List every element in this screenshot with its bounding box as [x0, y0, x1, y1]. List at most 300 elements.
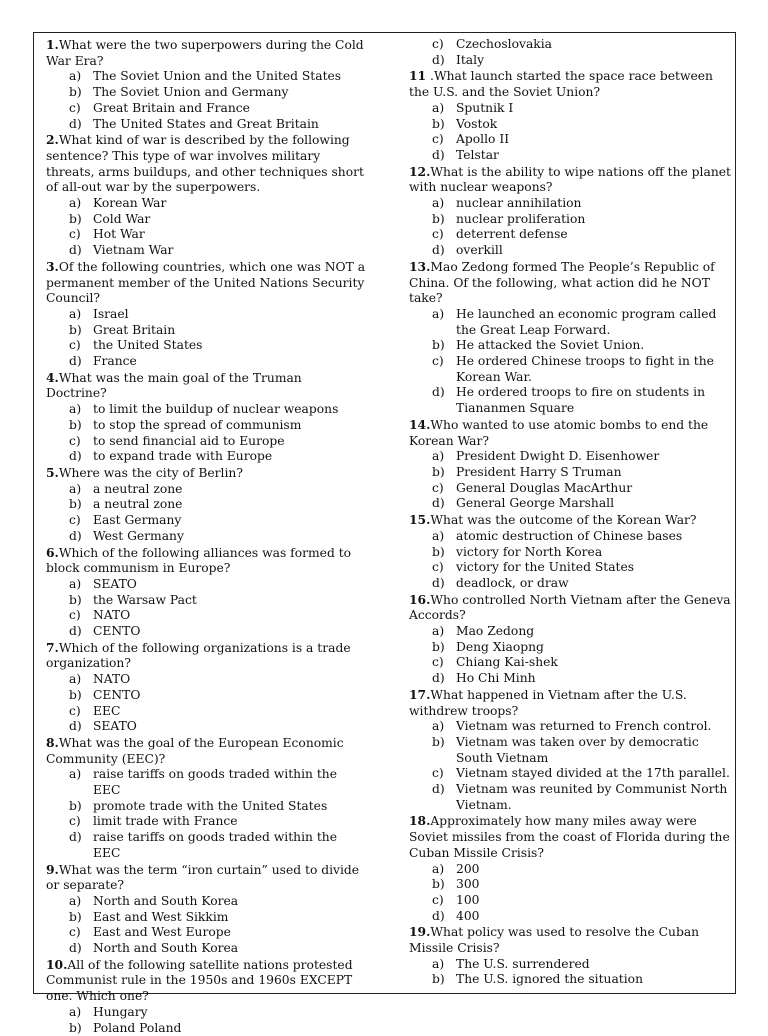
- answer-option: [46, 85, 366, 101]
- answer-options: [46, 767, 366, 861]
- question-prompt: What were the two superpowers during the Cold War Era?: [46, 38, 364, 68]
- answer-option: [46, 767, 366, 798]
- question-block: [46, 465, 366, 545]
- answer-option: [409, 243, 731, 259]
- option-text: The U.S. surrendered: [456, 956, 590, 971]
- answer-option: [46, 688, 366, 704]
- option-text: CENTO: [93, 687, 141, 702]
- answer-options: [46, 69, 366, 132]
- question-prompt: What was the term “iron curtain” used to divide or separate?: [46, 862, 360, 893]
- question-text: [46, 465, 366, 482]
- option-text: victory for the United States: [456, 560, 635, 575]
- option-text: Chiang Kai-shek: [456, 655, 558, 670]
- option-text: He attacked the Soviet Union.: [456, 338, 645, 353]
- answer-option: [46, 323, 366, 339]
- option-text: The Soviet Union and Germany: [93, 85, 289, 100]
- option-letter: a): [69, 69, 82, 84]
- option-letter: a): [69, 402, 82, 417]
- answer-option: [46, 719, 366, 735]
- question-text: [409, 259, 731, 307]
- question-text: [46, 259, 366, 307]
- question-number: 2.: [46, 132, 59, 148]
- option-letter: d): [432, 52, 445, 67]
- option-text: CENTO: [93, 624, 141, 639]
- question-number: 12.: [409, 163, 431, 179]
- answer-options: [409, 37, 731, 68]
- option-letter: d): [69, 449, 82, 464]
- answer-option: [46, 69, 366, 85]
- question-prompt: Approximately how many miles away were Soviet missiles from the coast of Florida during the Cuban Missile Crisis?: [409, 814, 730, 860]
- answer-option: [46, 1005, 366, 1021]
- question-number: 15.: [409, 512, 431, 528]
- option-letter: c): [432, 560, 444, 575]
- option-text: The U.S. ignored the situation: [456, 972, 643, 987]
- answer-options: [409, 196, 731, 259]
- answer-option: [409, 560, 731, 576]
- question-block: [46, 735, 366, 862]
- question-block: [409, 813, 731, 924]
- question-block: [46, 370, 366, 465]
- option-letter: d): [432, 908, 445, 923]
- answer-options: [409, 307, 731, 417]
- question-block: [46, 259, 366, 370]
- answer-options: [46, 307, 366, 370]
- option-letter: d): [432, 671, 445, 686]
- question-text: [46, 640, 366, 672]
- option-text: Hot War: [93, 227, 145, 242]
- option-text: Sputnik I: [456, 100, 514, 115]
- option-text: President Dwight D. Eisenhower: [456, 449, 660, 464]
- question-text: [46, 132, 366, 196]
- option-letter: d): [69, 624, 82, 639]
- option-text: a neutral zone: [93, 497, 183, 512]
- option-letter: b): [432, 734, 445, 749]
- question-prompt: Which of the following alliances was formed to block communism in Europe?: [46, 545, 352, 576]
- option-letter: a): [432, 719, 445, 734]
- option-text: to send financial aid to Europe: [93, 433, 285, 448]
- option-text: promote trade with the United States: [93, 798, 328, 813]
- option-text: He launched an economic program called the Great Leap Forward.: [456, 306, 717, 337]
- option-letter: c): [432, 766, 444, 781]
- option-letter: a): [69, 481, 82, 496]
- option-letter: d): [69, 830, 82, 845]
- answer-option: [46, 593, 366, 609]
- option-text: a neutral zone: [93, 481, 183, 496]
- answer-option: [46, 513, 366, 529]
- question-number: 11: [409, 68, 427, 84]
- option-letter: a): [69, 672, 82, 687]
- answer-option: [409, 671, 731, 687]
- answer-option: [46, 608, 366, 624]
- answer-option: [409, 117, 731, 133]
- answer-option: [409, 53, 731, 69]
- answer-option: [409, 385, 731, 416]
- answer-option: [46, 307, 366, 323]
- question-text: [46, 545, 366, 577]
- answer-option: [46, 894, 366, 910]
- option-text: West Germany: [93, 528, 184, 543]
- answer-option: [409, 307, 731, 338]
- question-prompt: What happened in Vietnam after the U.S. withdrew troops?: [409, 687, 687, 718]
- answer-options: [409, 624, 731, 687]
- answer-option: [409, 862, 731, 878]
- option-letter: d): [69, 941, 82, 956]
- question-block: [46, 545, 366, 640]
- question-block: [46, 132, 366, 259]
- question-block: [409, 417, 731, 512]
- question-number: 3.: [46, 258, 59, 274]
- question-block: [46, 37, 366, 132]
- option-text: North and South Korea: [93, 941, 239, 956]
- question-number: 16.: [409, 591, 431, 607]
- answer-option: [46, 196, 366, 212]
- question-block: [46, 957, 366, 1036]
- option-letter: b): [432, 639, 445, 654]
- answer-option: [409, 735, 731, 766]
- option-letter: a): [69, 196, 82, 211]
- question-prompt: Who controlled North Vietnam after the Geneva Accords?: [409, 592, 731, 623]
- option-text: France: [93, 354, 137, 369]
- option-letter: b): [69, 85, 82, 100]
- option-letter: a): [69, 767, 82, 782]
- option-letter: d): [69, 243, 82, 258]
- option-letter: a): [432, 196, 445, 211]
- option-text: He ordered Chinese troops to fight in the Korean War.: [456, 354, 714, 384]
- question-block: [409, 687, 731, 814]
- answer-option: [409, 354, 731, 385]
- option-letter: b): [432, 972, 445, 987]
- question-block: [46, 640, 366, 735]
- question-block: [409, 164, 731, 259]
- option-letter: c): [69, 433, 81, 448]
- answer-option: [409, 338, 731, 354]
- question-number: 8.: [46, 734, 59, 750]
- option-letter: a): [69, 1004, 82, 1019]
- option-letter: a): [69, 576, 82, 591]
- answer-option: [409, 957, 731, 973]
- answer-option: [46, 482, 366, 498]
- answer-option: [46, 497, 366, 513]
- option-text: Telstar: [456, 147, 499, 162]
- option-text: North and South Korea: [93, 893, 239, 908]
- answer-option: [409, 972, 731, 988]
- answer-option: [46, 624, 366, 640]
- answer-options: [46, 402, 366, 465]
- option-text: Czechoslovakia: [456, 37, 553, 51]
- option-letter: b): [432, 544, 445, 559]
- option-letter: c): [69, 925, 81, 940]
- answer-option: [46, 101, 366, 117]
- answer-options: [46, 482, 366, 545]
- question-block: [46, 862, 366, 957]
- question-prompt: What was the outcome of the Korean War?: [430, 513, 697, 528]
- option-text: victory for North Korea: [456, 544, 603, 559]
- question-number: 10.: [46, 956, 68, 972]
- option-text: Cold War: [93, 211, 151, 226]
- option-letter: c): [69, 100, 81, 115]
- question-block: [409, 512, 731, 592]
- question-text: [409, 592, 731, 624]
- answer-option: [46, 354, 366, 370]
- option-letter: b): [432, 211, 445, 226]
- option-text: President Harry S Truman: [456, 464, 622, 479]
- option-text: SEATO: [93, 576, 137, 591]
- option-letter: b): [69, 592, 82, 607]
- answer-option: [409, 529, 731, 545]
- answer-options: [409, 862, 731, 925]
- answer-option: [409, 227, 731, 243]
- answer-options: [409, 101, 731, 164]
- answer-option: [46, 910, 366, 926]
- option-letter: b): [69, 687, 82, 702]
- answer-option: [409, 782, 731, 813]
- option-letter: b): [69, 211, 82, 226]
- question-text: [409, 813, 731, 861]
- option-letter: a): [432, 306, 445, 321]
- answer-option: [409, 624, 731, 640]
- option-text: EEC: [93, 703, 121, 718]
- question-text: [46, 37, 366, 69]
- option-text: Vietnam was reunited by Communist North Vietnam.: [456, 782, 728, 812]
- answer-option: [46, 1021, 366, 1036]
- option-text: Apollo II: [456, 132, 510, 147]
- option-letter: d): [69, 354, 82, 369]
- option-letter: b): [69, 417, 82, 432]
- question-prompt: Where was the city of Berlin?: [58, 465, 243, 480]
- option-text: Ho Chi Minh: [456, 671, 536, 686]
- question-text: [409, 417, 731, 449]
- question-block: [409, 259, 731, 417]
- option-letter: b): [69, 798, 82, 813]
- answer-option: [409, 877, 731, 893]
- option-letter: c): [69, 703, 81, 718]
- question-prompt: What is the ability to wipe nations off the planet with nuclear weapons?: [409, 164, 731, 195]
- option-letter: b): [69, 497, 82, 512]
- option-letter: a): [432, 528, 445, 543]
- option-letter: a): [432, 449, 445, 464]
- option-letter: a): [432, 100, 445, 115]
- question-number: 19.: [409, 924, 431, 940]
- answer-option: [46, 577, 366, 593]
- option-text: 200: [456, 861, 480, 876]
- answer-option: [46, 434, 366, 450]
- question-number: 4.: [46, 369, 59, 385]
- option-text: deadlock, or draw: [456, 575, 569, 590]
- option-text: Vietnam was taken over by democratic South Vietnam: [456, 734, 699, 765]
- question-text: [46, 370, 366, 402]
- option-letter: c): [69, 608, 81, 623]
- option-text: Vietnam stayed divided at the 17th parallel.: [456, 766, 730, 781]
- answer-option: [409, 196, 731, 212]
- answer-option: [409, 465, 731, 481]
- question-number: 6.: [46, 544, 59, 560]
- option-letter: a): [69, 306, 82, 321]
- answer-option: [46, 402, 366, 418]
- option-text: SEATO: [93, 719, 137, 734]
- option-text: nuclear proliferation: [456, 211, 586, 226]
- right-column: [409, 37, 731, 988]
- answer-option: [46, 704, 366, 720]
- option-text: East Germany: [93, 513, 182, 528]
- option-text: He ordered troops to fire on students in Tiananmen Square: [456, 385, 705, 416]
- option-letter: b): [432, 464, 445, 479]
- option-letter: c): [432, 354, 444, 369]
- option-letter: d): [432, 385, 445, 400]
- option-text: limit trade with France: [93, 814, 238, 829]
- option-letter: a): [69, 893, 82, 908]
- option-text: overkill: [456, 243, 503, 258]
- answer-option: [409, 148, 731, 164]
- option-letter: d): [69, 719, 82, 734]
- question-prompt: Which of the following organizations is a trade organization?: [46, 640, 351, 671]
- answer-option: [409, 37, 731, 53]
- option-letter: c): [432, 655, 444, 670]
- option-letter: c): [432, 37, 444, 51]
- option-text: NATO: [93, 672, 131, 687]
- question-prompt: What policy was used to resolve the Cuban Missile Crisis?: [409, 925, 700, 956]
- option-text: Great Britain: [93, 322, 176, 337]
- question-number: 13.: [409, 258, 431, 274]
- question-prompt: Who wanted to use atomic bombs to end the Korean War?: [409, 417, 709, 448]
- option-letter: a): [432, 956, 445, 971]
- option-text: Great Britain and France: [93, 100, 250, 115]
- option-text: Italy: [456, 52, 485, 67]
- option-letter: c): [69, 338, 81, 353]
- answer-options: [46, 672, 366, 735]
- question-number: 9.: [46, 861, 59, 877]
- question-text: [46, 862, 366, 894]
- option-text: Poland Poland: [93, 1020, 182, 1035]
- answer-option: [409, 132, 731, 148]
- option-text: General Douglas MacArthur: [456, 480, 633, 495]
- option-text: to stop the spread of communism: [93, 417, 302, 432]
- answer-option: [409, 545, 731, 561]
- option-text: raise tariffs on goods traded within the EEC: [93, 767, 337, 798]
- option-letter: b): [432, 877, 445, 892]
- answer-options: [409, 719, 731, 813]
- option-text: Deng Xiaopng: [456, 639, 544, 654]
- question-block: [409, 924, 731, 988]
- option-text: East and West Sikkim: [93, 909, 229, 924]
- question-text: [409, 924, 731, 956]
- option-text: to limit the buildup of nuclear weapons: [93, 402, 339, 417]
- option-text: nuclear annihilation: [456, 196, 582, 211]
- question-prompt: Of the following countries, which one was NOT a permanent member of the United Nations Security Council?: [46, 259, 366, 306]
- answer-options: [46, 577, 366, 640]
- question-block: [409, 592, 731, 687]
- answer-option: [409, 576, 731, 592]
- option-text: Hungary: [93, 1004, 148, 1019]
- question-block: [409, 68, 731, 163]
- question-prompt: What was the goal of the European Economic Community (EEC)?: [46, 735, 344, 766]
- question-number: 17.: [409, 686, 431, 702]
- answer-option: [46, 529, 366, 545]
- answer-option: [46, 672, 366, 688]
- option-letter: c): [69, 227, 81, 242]
- option-text: 300: [456, 877, 480, 892]
- question-number: 7.: [46, 639, 59, 655]
- option-letter: c): [432, 480, 444, 495]
- option-text: 100: [456, 892, 480, 907]
- answer-option: [409, 893, 731, 909]
- option-letter: d): [432, 782, 445, 797]
- option-letter: b): [432, 116, 445, 131]
- answer-option: [409, 212, 731, 228]
- answer-option: [409, 101, 731, 117]
- question-text: [409, 687, 731, 719]
- option-letter: b): [69, 909, 82, 924]
- question-text: [409, 164, 731, 196]
- question-prompt: What kind of war is described by the following sentence? This type of war involves military threats, arms buildups, and other techniques short of all-out war by the superpowers.: [46, 133, 364, 195]
- answer-option: [409, 496, 731, 512]
- answer-option: [409, 909, 731, 925]
- answer-options: [46, 894, 366, 957]
- answer-options: [409, 957, 731, 988]
- option-text: East and West Europe: [93, 925, 231, 940]
- option-text: The United States and Great Britain: [93, 116, 319, 131]
- answer-option: [409, 640, 731, 656]
- option-letter: b): [69, 1020, 82, 1035]
- option-text: to expand trade with Europe: [93, 449, 273, 464]
- option-text: Vietnam War: [93, 243, 174, 258]
- option-letter: d): [432, 147, 445, 162]
- answer-options: [409, 449, 731, 512]
- answer-option: [46, 814, 366, 830]
- option-text: Israel: [93, 306, 129, 321]
- answer-option: [409, 719, 731, 735]
- answer-option: [409, 766, 731, 782]
- option-letter: d): [69, 116, 82, 131]
- option-text: deterrent defense: [456, 227, 568, 242]
- option-letter: d): [69, 528, 82, 543]
- option-letter: d): [432, 496, 445, 511]
- answer-options: [46, 196, 366, 259]
- question-prompt: Mao Zedong formed The People’s Republic of China. Of the following, what action did he NOT take?: [409, 259, 715, 306]
- option-letter: c): [432, 892, 444, 907]
- answer-options: [409, 529, 731, 592]
- question-number: 18.: [409, 813, 431, 829]
- left-column: [46, 37, 366, 1036]
- option-letter: c): [69, 814, 81, 829]
- option-text: General George Marshall: [456, 496, 615, 511]
- answer-option: [46, 418, 366, 434]
- option-text: atomic destruction of Chinese bases: [456, 528, 683, 543]
- option-letter: a): [432, 861, 445, 876]
- option-text: the United States: [93, 338, 203, 353]
- question-text: [409, 68, 731, 100]
- question-text: [46, 735, 366, 767]
- option-text: Vostok: [456, 116, 498, 131]
- answer-option: [46, 941, 366, 957]
- answer-option: [409, 449, 731, 465]
- option-text: NATO: [93, 608, 131, 623]
- option-text: 400: [456, 908, 480, 923]
- option-letter: b): [69, 322, 82, 337]
- option-text: the Warsaw Pact: [93, 592, 197, 607]
- option-text: The Soviet Union and the United States: [93, 69, 342, 84]
- option-text: Mao Zedong: [456, 624, 535, 639]
- question-text: [409, 512, 731, 529]
- answer-option: [46, 117, 366, 133]
- option-text: raise tariffs on goods traded within the EEC: [93, 830, 337, 860]
- question-number: 5.: [46, 464, 59, 480]
- answer-option: [46, 227, 366, 243]
- answer-option: [46, 338, 366, 354]
- option-text: Korean War: [93, 196, 167, 211]
- option-letter: c): [432, 132, 444, 147]
- option-letter: a): [432, 624, 445, 639]
- option-letter: b): [432, 338, 445, 353]
